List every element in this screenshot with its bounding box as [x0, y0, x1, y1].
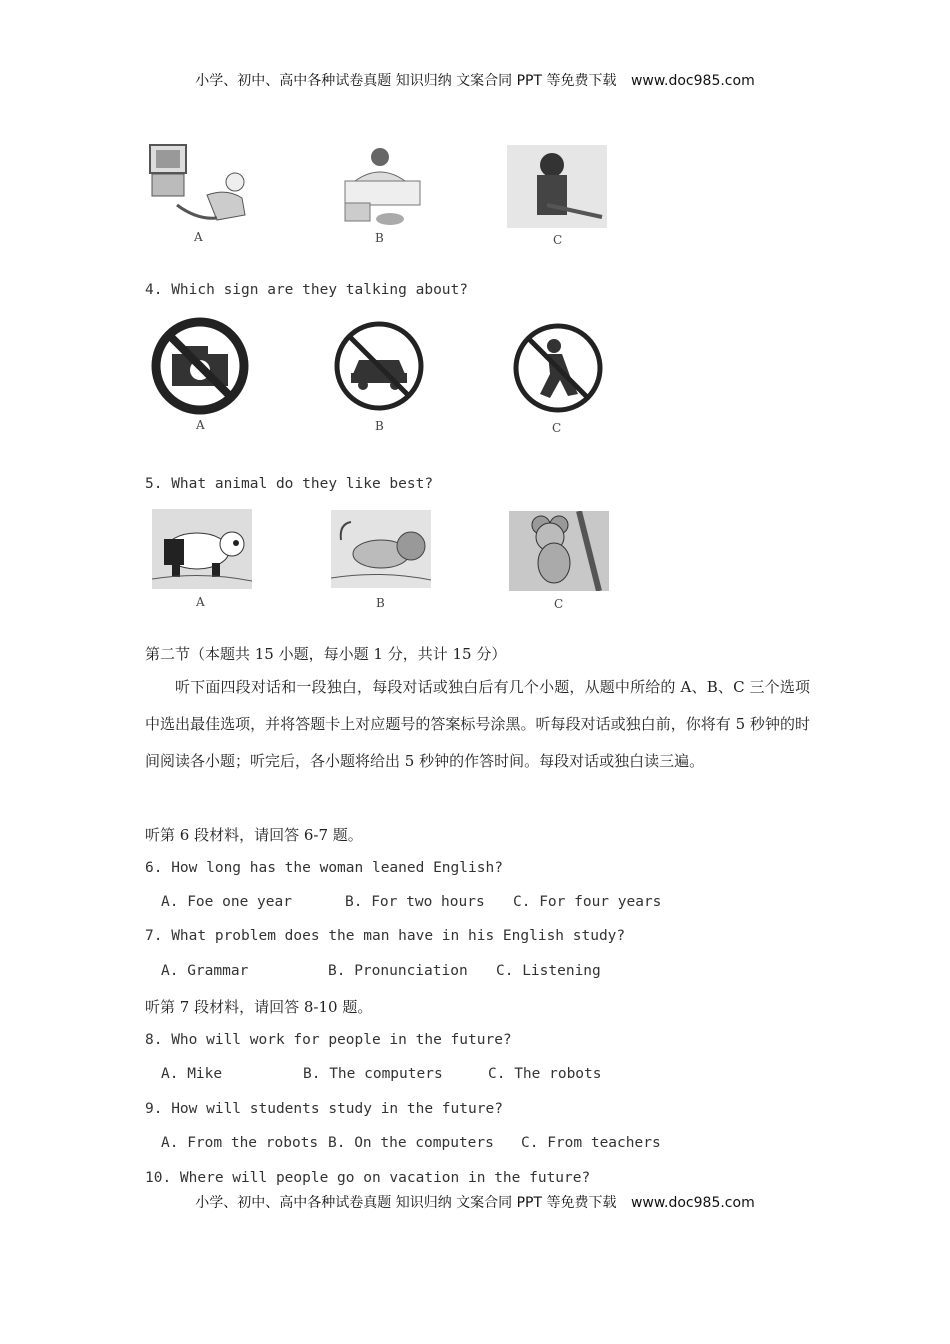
no-car-sign-icon: [337, 324, 421, 408]
boy-writing-at-desk-picture: [345, 148, 420, 225]
q9-option-c[interactable]: C. From teachers: [521, 1135, 661, 1151]
q8-option-a[interactable]: A. Mike: [161, 1066, 223, 1082]
q9-option-b[interactable]: B. On the computers: [328, 1135, 494, 1151]
q4-label-c: C: [552, 421, 562, 435]
q7-question: 7. What problem does the man have in his English study?: [145, 928, 626, 944]
panda-picture: [152, 509, 252, 589]
page-footer: [0, 1192, 950, 1212]
footer-url[interactable]: www.doc985.com: [630, 1195, 755, 1211]
q8-question: 8. Who will work for people in the future?: [145, 1032, 512, 1048]
q4-question: 4. Which sign are they talking about?: [145, 282, 469, 298]
q7-option-a[interactable]: A. Grammar: [161, 963, 249, 979]
q4-sign-a: [150, 316, 250, 416]
q5-label-a: A: [196, 595, 205, 609]
header-url[interactable]: www.doc985.com: [630, 73, 755, 89]
q5-question: 5. What animal do they like best?: [145, 476, 434, 492]
header-text: 小学、初中、高中各种试卷真题 知识归纳 文案合同 PPT 等免费下载: [195, 73, 617, 89]
q5-picture-c: [509, 511, 609, 591]
q4-label-b: B: [375, 419, 384, 433]
q9-option-a[interactable]: A. From the robots: [161, 1135, 319, 1151]
material7-note: 听第 7 段材料，请回答 8-10 题。: [145, 998, 373, 1016]
q5-picture-b: [331, 510, 431, 588]
koala-picture: [509, 511, 609, 591]
q3-picture-a: [147, 140, 252, 230]
q8-option-c[interactable]: C. The robots: [488, 1066, 602, 1082]
section2-title: 第二节（本题共 15 小题，每小题 1 分，共计 15 分）: [145, 645, 507, 663]
q4-sign-b: [331, 318, 427, 414]
q5-label-c: C: [554, 597, 564, 611]
boy-watching-tv-picture: [150, 145, 245, 220]
q6-question: 6. How long has the woman leaned English?: [145, 860, 503, 876]
material6-note: 听第 6 段材料，请回答 6-7 题。: [145, 826, 363, 844]
rock-singer-guitar-picture: [507, 145, 607, 228]
q5-picture-a: [152, 509, 252, 589]
q3-picture-c: [507, 145, 607, 228]
q3-label-c: C: [553, 233, 563, 247]
q3-label-a: A: [194, 230, 203, 244]
q4-label-a: A: [196, 418, 205, 432]
q5-label-b: B: [376, 596, 385, 610]
q6-option-b[interactable]: B. For two hours: [345, 894, 485, 910]
lion-picture: [331, 510, 431, 588]
q6-option-c[interactable]: C. For four years: [513, 894, 662, 910]
q8-option-b[interactable]: B. The computers: [303, 1066, 443, 1082]
q10-question: 10. Where will people go on vacation in the future?: [145, 1170, 591, 1186]
q6-option-a[interactable]: A. Foe one year: [161, 894, 292, 910]
q4-sign-c: [510, 320, 606, 416]
section2-instructions: 听下面四段对话和一段独白，每段对话或独白后有几个小题，从题中所给的 A、B、C 三个选项中选出最佳选项，并将答题卡上对应题号的答案标号涂黑。听每段对话或独白前，你将有 5 秒钟的时间阅读各小题；听完后，各小题将给出 5 秒钟的作答时间。每段对话或独白读三遍。: [145, 678, 810, 770]
q7-option-b[interactable]: B. Pronunciation: [328, 963, 468, 979]
page-header: [0, 70, 950, 90]
q7-option-c[interactable]: C. Listening: [496, 963, 601, 979]
q9-question: 9. How will students study in the future?: [145, 1101, 503, 1117]
q3-label-b: B: [375, 231, 384, 245]
no-camera-sign-icon: [156, 322, 244, 410]
q3-picture-b: [335, 143, 425, 228]
no-walking-sign-icon: [516, 326, 600, 410]
footer-text: 小学、初中、高中各种试卷真题 知识归纳 文案合同 PPT 等免费下载: [195, 1195, 617, 1211]
